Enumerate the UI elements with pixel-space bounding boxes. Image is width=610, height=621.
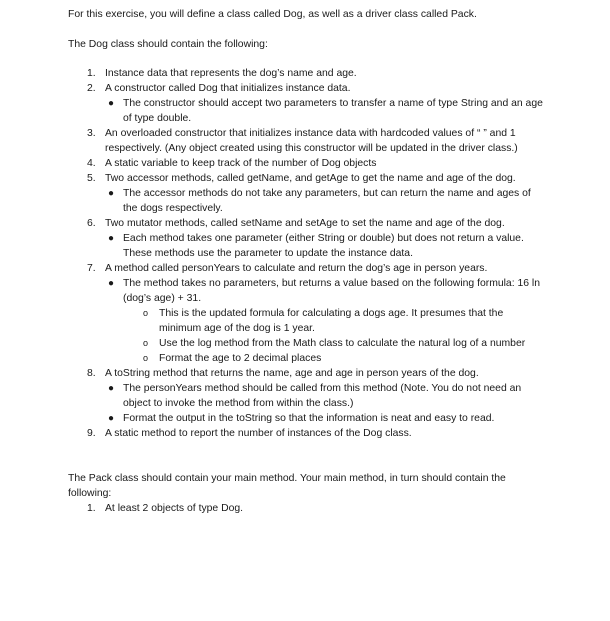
list-item — [68, 501, 548, 516]
item-text: A method called personYears to calculate and return the dog’s age in person years. — [105, 263, 488, 274]
sub-bullet-text: Format the age to 2 decimal places — [159, 353, 322, 364]
bullet-item — [68, 276, 548, 306]
item-number: 1. — [87, 503, 96, 514]
list-item — [68, 156, 548, 171]
pack-requirements-list — [68, 501, 548, 516]
bullet-text: Each method takes one parameter (either String or double) but does not return a value. These methods use the parameter to update the instance data. — [123, 233, 524, 259]
item-text: An overloaded constructor that initializes instance data with hardcoded values of “ ” and 1 respectively. (Any object created using this constructor will be updated in the driver class.) — [105, 128, 518, 154]
circle-bullet-icon: o — [143, 308, 149, 318]
bullet-icon: ● — [108, 233, 115, 244]
item-number: 8. — [87, 368, 96, 379]
item-number: 1. — [87, 68, 96, 79]
list-item — [68, 66, 548, 81]
bullet-item — [68, 231, 548, 261]
list-item — [68, 216, 548, 231]
bullet-icon: ● — [108, 413, 115, 424]
bullet-text: The constructor should accept two parameters to transfer a name of type String and an age of type double. — [123, 98, 543, 124]
item-text: Instance data that represents the dog’s name and age. — [105, 68, 357, 79]
intro-paragraph: For this exercise, you will define a class called Dog, as well as a driver class called Pack. — [68, 9, 477, 20]
item-text: Two mutator methods, called setName and setAge to set the name and age of the dog. — [105, 218, 505, 229]
item-text: A static method to report the number of instances of the Dog class. — [105, 428, 412, 439]
sub-bullet-text: Use the log method from the Math class to calculate the natural log of a number — [159, 338, 526, 349]
bullet-icon: ● — [108, 98, 115, 109]
item-text: Two accessor methods, called getName, and getAge to get the name and age of the dog. — [105, 173, 516, 184]
list-item — [68, 171, 548, 186]
bullet-icon: ● — [108, 383, 115, 394]
item-text: A constructor called Dog that initializes instance data. — [105, 83, 351, 94]
item-number: 7. — [87, 263, 96, 274]
dog-requirements-list — [68, 66, 548, 441]
list-item — [68, 81, 548, 96]
circle-bullet-icon: o — [143, 353, 149, 363]
bullet-item — [68, 381, 548, 411]
sub-bullet-item — [68, 306, 548, 336]
sub-bullet-item — [68, 336, 548, 351]
dog-class-heading: The Dog class should contain the following: — [68, 39, 268, 50]
bullet-icon: ● — [108, 188, 115, 199]
item-number: 2. — [87, 83, 96, 94]
item-text: A static variable to keep track of the number of Dog objects — [105, 158, 377, 169]
item-number: 4. — [87, 158, 96, 169]
item-number: 6. — [87, 218, 96, 229]
bullet-text: The method takes no parameters, but returns a value based on the following formula: 16 ln (dog’s age) + 31. — [123, 278, 541, 304]
item-number: 9. — [87, 428, 96, 439]
item-number: 5. — [87, 173, 96, 184]
sub-bullet-item — [68, 351, 548, 366]
pack-class-paragraph: The Pack class should contain your main method. Your main method, in turn should contain the following: — [68, 473, 506, 499]
document-body — [68, 7, 548, 516]
bullet-text: Format the output in the toString so that the information is neat and easy to read. — [123, 413, 495, 424]
circle-bullet-icon: o — [143, 338, 149, 348]
bullet-text: The accessor methods do not take any parameters, but can return the name and ages of the dogs respectively. — [123, 188, 531, 214]
list-item — [68, 261, 548, 276]
bullet-text: The personYears method should be called from this method (Note. You do not need an object to invoke the method from within the class.) — [123, 383, 522, 409]
list-item — [68, 126, 548, 156]
sub-bullet-text: This is the updated formula for calculating a dogs age. It presumes that the minimum age of the dog is 1 year. — [159, 308, 504, 334]
bullet-icon: ● — [108, 278, 115, 289]
bullet-item — [68, 411, 548, 426]
bullet-item — [68, 96, 548, 126]
bullet-item — [68, 186, 548, 216]
item-text: A toString method that returns the name, age and age in person years of the dog. — [105, 368, 479, 379]
item-number: 3. — [87, 128, 96, 139]
list-item — [68, 426, 548, 441]
list-item — [68, 366, 548, 381]
item-text: At least 2 objects of type Dog. — [105, 503, 244, 514]
